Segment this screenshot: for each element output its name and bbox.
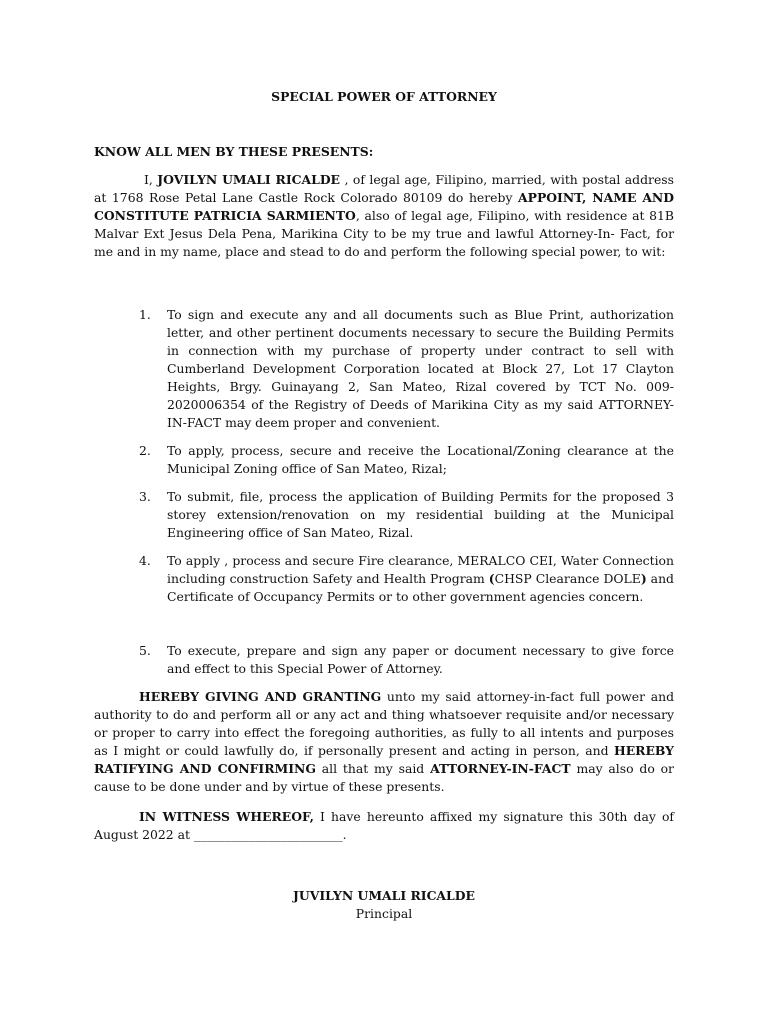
- granting-paragraph: [94, 688, 674, 796]
- item-text-post: and Certificate of Occupancy Permits or to other government agencies concern.: [167, 571, 674, 604]
- item-number: 4.: [139, 553, 151, 568]
- item-paren-close: ): [640, 571, 647, 586]
- item-number: 5.: [139, 643, 151, 658]
- signatory-name: JUVILYN UMALI RICALDE: [293, 888, 475, 903]
- salutation: KNOW ALL MEN BY THESE PRESENTS:: [94, 144, 374, 159]
- intro-pre: I,: [144, 172, 158, 187]
- intro-mid1: , of legal age, Filipino, married, with postal address at 1768 Rose Petal Lane Castle Rock Colorado 80109 do hereby: [94, 172, 674, 205]
- intro-paragraph: [94, 171, 674, 261]
- witness-text: I have hereunto affixed my signature this 30th day of August 2022 at ________________________.: [94, 809, 675, 842]
- witness-paragraph: [94, 808, 674, 844]
- item-text: To sign and execute any and all documents such as Blue Print, authorization letter, and other pertinent documents necessary to secure the Building Permits in connection with my purchase of property under contract to sell with Cumberland Development Corporation located at Block 27, Lot 17 Clayton Heights, Brgy. Guinayang 2, San Mateo, Rizal covered by TCT No. 009-2020006354 of the Registry of Deeds of Marikina City as my said ATTORNEY-IN-FACT may deem proper and convenient.: [167, 307, 674, 430]
- item-text: [167, 552, 674, 606]
- signatory-role: Principal: [355, 906, 413, 921]
- intro-mid2: , also of legal age, Filipino, with residence at 81B Malvar Ext Jesus Dela Pena, Marikina City to be my true and lawful Attorney-In- Fact, for me and in my name, place and stead to do and perform the following special power, to wit:: [94, 208, 674, 259]
- item-number: 1.: [139, 307, 151, 322]
- granting-bold-2: HEREBY RATIFYING AND CONFIRMING: [94, 743, 674, 776]
- item-text: To execute, prepare and sign any paper or document necessary to give force and effect to this Special Power of Attorney.: [167, 643, 674, 676]
- granting-bold-3: ATTORNEY-IN-FACT: [430, 761, 571, 776]
- item-number: 3.: [139, 489, 151, 504]
- granting-text-3: may also do or cause to be done under and by virtue of these presents.: [94, 761, 674, 794]
- witness-bold: IN WITNESS WHEREOF,: [139, 809, 314, 824]
- item-text: To submit, file, process the application of Building Permits for the proposed 3 storey extension/renovation on my residential building at the Municipal Engineering office of San Mateo, Rizal.: [167, 489, 674, 540]
- principal-name: JOVILYN UMALI RICALDE: [157, 172, 341, 187]
- item-text-mid: CHSP Clearance DOLE: [494, 571, 641, 586]
- item-paren-open: (: [488, 571, 495, 586]
- granting-bold-1: HEREBY GIVING AND GRANTING: [139, 689, 382, 704]
- appoint-clause: APPOINT, NAME AND CONSTITUTE PATRICIA SARMIENTO: [94, 190, 675, 223]
- item-text: To apply, process, secure and receive the Locational/Zoning clearance at the Municipal Zoning office of San Mateo, Rizal;: [167, 443, 674, 476]
- granting-text-2: all that my said: [315, 761, 431, 776]
- document-title: SPECIAL POWER OF ATTORNEY: [271, 89, 497, 104]
- item-number: 2.: [139, 443, 151, 458]
- item-text-pre: To apply , process and secure Fire clearance, MERALCO CEI, Water Connection including construction Safety and Health Program: [167, 553, 674, 586]
- granting-text-1: unto my said attorney-in-fact full power and authority to do and perform all or any act and thing whatsoever requisite and/or necessary or proper to carry into effect the foregoing authorities, as fully to all intents and purposes as I might or could lawfully do, if personally present and acting in person, and: [94, 689, 674, 758]
